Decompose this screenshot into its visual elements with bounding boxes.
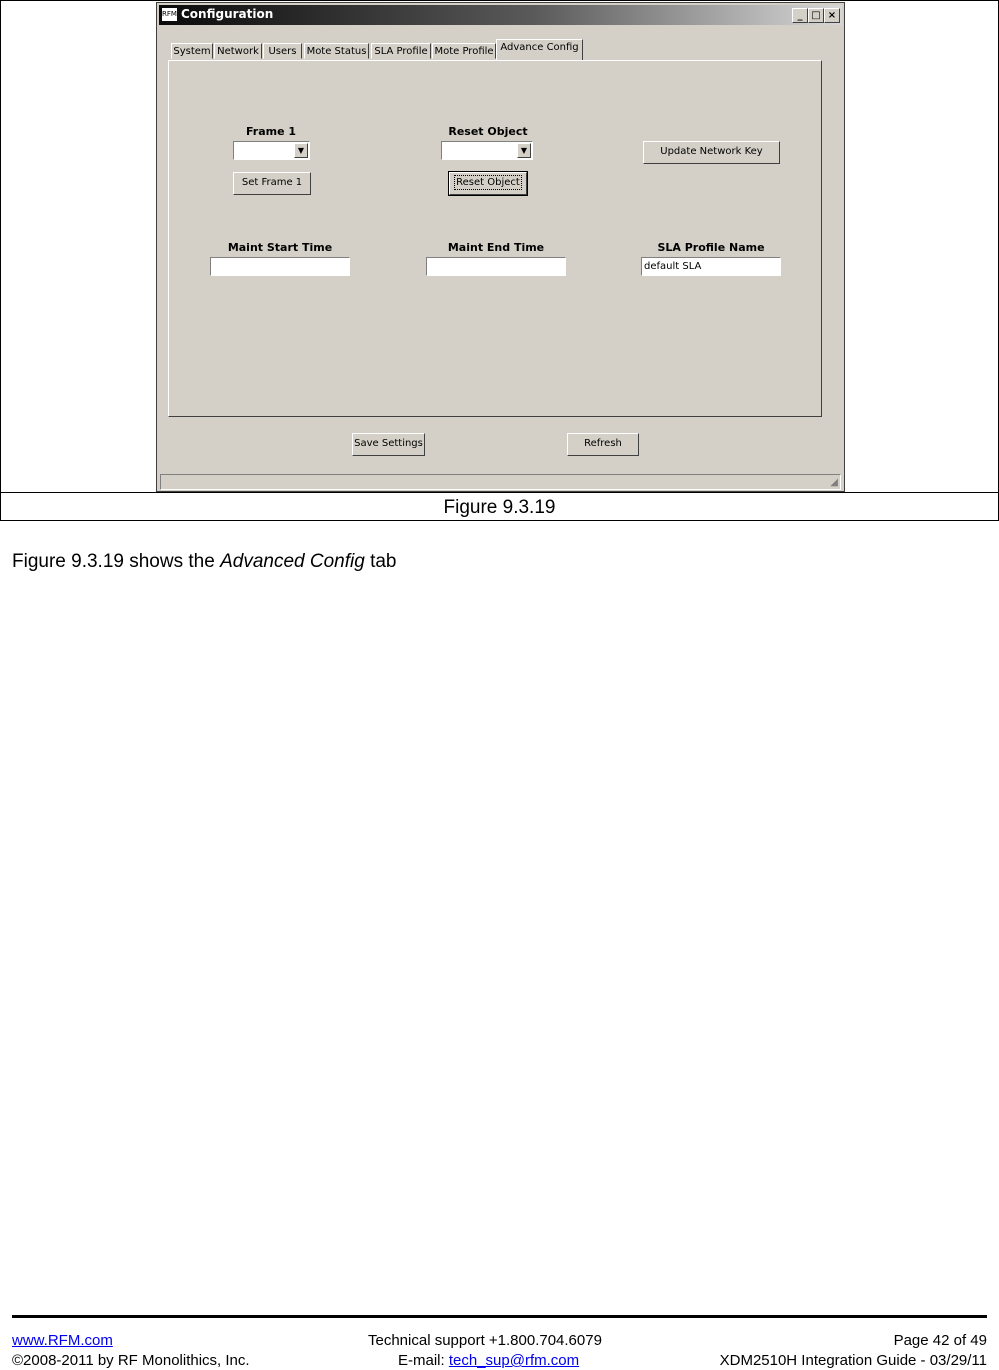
maint-end-field[interactable] (426, 257, 566, 276)
footer-divider (12, 1315, 987, 1318)
reset-object-button[interactable] (449, 172, 527, 195)
status-bar (160, 474, 841, 490)
refresh-button[interactable]: Refresh (567, 433, 639, 456)
footer-support: Technical support +1.800.704.6079 (368, 1332, 602, 1349)
app-icon: RFM (162, 8, 177, 21)
body-suffix: tab (364, 551, 397, 572)
footer-page-number: Page 42 of 49 (893, 1332, 987, 1349)
resize-grip-icon[interactable]: ◢ (830, 477, 838, 488)
reset-object-button-label: Reset Object (456, 177, 520, 188)
figure-caption: Figure 9.3.19 (443, 497, 556, 518)
footer-email (398, 1352, 579, 1369)
email-label: E-mail: (398, 1352, 449, 1369)
advance-config-panel (168, 60, 822, 417)
window-title: Configuration (181, 7, 274, 21)
footer-copyright: ©2008-2011 by RF Monolithics, Inc. (12, 1352, 250, 1369)
figure-table (0, 0, 999, 521)
tab-system[interactable]: System (171, 43, 213, 59)
save-settings-button[interactable]: Save Settings (352, 433, 425, 456)
update-network-key-button[interactable]: Update Network Key (643, 141, 780, 164)
dropdown-arrow-icon[interactable]: ▼ (294, 143, 308, 158)
body-paragraph (12, 551, 397, 573)
tab-mote-status[interactable]: Mote Status (304, 43, 369, 59)
tab-sla-profile[interactable]: SLA Profile (371, 43, 431, 59)
title-bar[interactable] (159, 5, 842, 25)
footer-website-link[interactable] (12, 1332, 113, 1349)
body-prefix: Figure 9.3.19 shows the (12, 551, 221, 572)
tab-network[interactable]: Network (214, 43, 262, 59)
frame1-select[interactable] (233, 141, 310, 160)
dropdown-arrow-icon[interactable]: ▼ (517, 143, 531, 158)
footer-guide-title: XDM2510H Integration Guide - 03/29/11 (719, 1352, 987, 1369)
tab-users[interactable]: Users (263, 43, 302, 59)
sla-profile-label: SLA Profile Name (657, 241, 765, 254)
maint-start-label: Maint Start Time (227, 241, 333, 254)
configuration-window (156, 2, 845, 492)
reset-object-label: Reset Object (448, 125, 528, 138)
close-button[interactable]: × (824, 8, 840, 23)
figure-caption-cell (1, 492, 998, 521)
website-link[interactable]: www.RFM.com (12, 1332, 113, 1349)
reset-object-select[interactable] (441, 141, 533, 160)
figure-image-cell (1, 1, 998, 492)
set-frame1-button[interactable]: Set Frame 1 (233, 172, 311, 195)
frame1-label: Frame 1 (245, 125, 297, 138)
maximize-button[interactable]: □ (808, 8, 824, 23)
maint-start-field[interactable] (210, 257, 350, 276)
minimize-button[interactable]: _ (792, 8, 808, 23)
tab-mote-profile[interactable]: Mote Profile (432, 43, 496, 59)
tab-advance-config[interactable]: Advance Config (496, 39, 583, 60)
body-emphasis: Advanced Config (220, 551, 365, 572)
sla-profile-field[interactable]: default SLA (641, 257, 781, 276)
email-link[interactable]: tech_sup@rfm.com (448, 1352, 580, 1369)
maint-end-label: Maint End Time (447, 241, 545, 254)
